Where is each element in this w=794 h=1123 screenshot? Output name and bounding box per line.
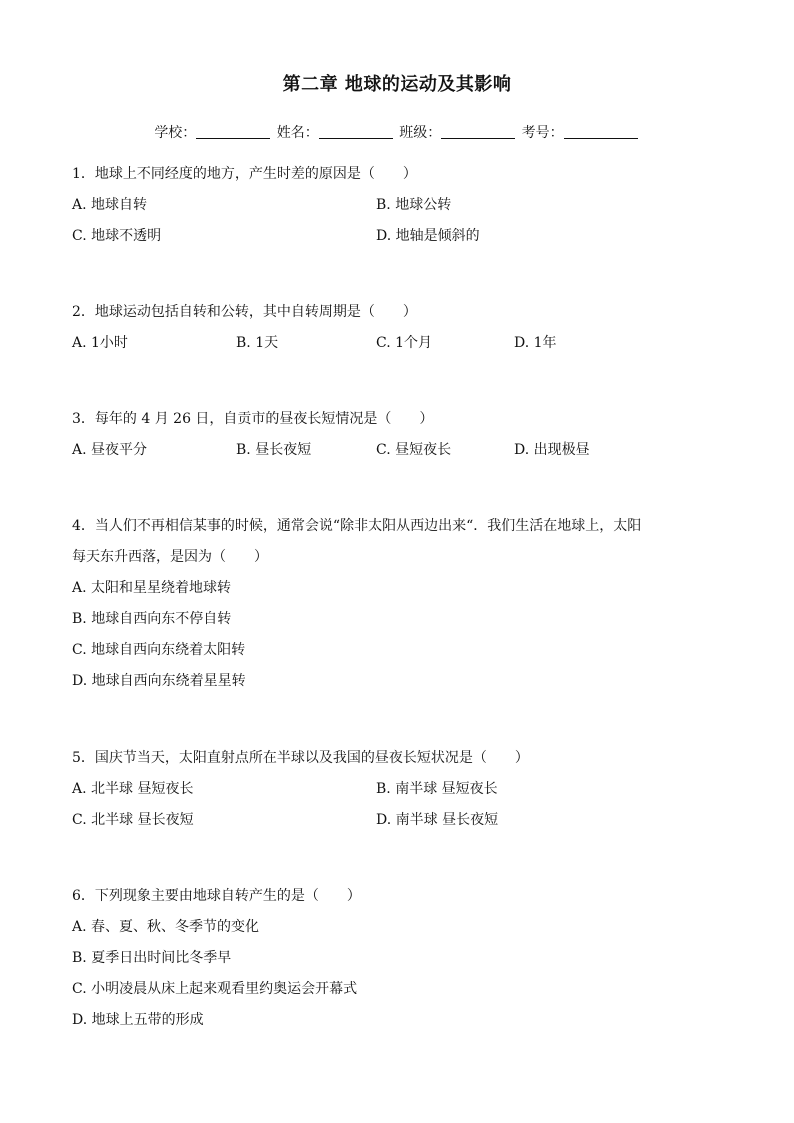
question-stem: 1．地球上不同经度的地方，产生时差的原因是（ ） [72,166,417,182]
option-b: B. 夏季日出时间比冬季早 [72,950,232,966]
option-d: D. 地球自西向东绕着星星转 [72,673,246,689]
question-stem-line-2: 每天东升西落，是因为（ ） [72,549,268,565]
options-row [72,774,732,805]
question-3 [72,404,732,466]
option-c: C. 小明凌晨从床上起来观看里约奥运会开幕式 [72,981,358,997]
exam-no-label: 考号： [521,125,564,141]
option-d: D. 地球上五带的形成 [72,1012,204,1028]
school-label: 学校： [154,125,197,141]
option-a: A. 春、夏、秋、冬季节的变化 [72,919,260,935]
class-label: 班级： [399,125,442,141]
question-4 [72,511,732,697]
name-blank[interactable] [319,124,393,139]
student-info-line [0,122,794,142]
option-d: D. 地轴是倾斜的 [376,228,480,244]
options-row [72,221,732,252]
option-b: B. 地球公转 [376,197,452,213]
school-blank[interactable] [196,124,270,139]
option-c: C. 北半球 昼长夜短 [72,812,194,828]
option-c: C. 地球自西向东绕着太阳转 [72,642,246,658]
question-stem-line-1: 4．当人们不再相信某事的时候，通常会说“除非太阳从西边出来“．我们生活在地球上，太阳 [72,518,642,534]
option-d: D. 南半球 昼长夜短 [376,812,499,828]
exam-no-blank[interactable] [564,124,638,139]
question-6 [72,881,732,1036]
option-b: B. 1天 [236,335,279,351]
question-1 [72,159,732,252]
question-stem: 5．国庆节当天，太阳直射点所在半球以及我国的昼夜长短状况是（ ） [72,750,529,766]
question-stem: 2．地球运动包括自转和公转，其中自转周期是（ ） [72,304,417,320]
option-a: A. 地球自转 [72,197,148,213]
options-row [72,190,732,221]
options-row [72,435,732,466]
option-a: A. 北半球 昼短夜长 [72,781,194,797]
option-c: C. 1个月 [376,335,433,351]
class-blank[interactable] [441,124,515,139]
option-b: B. 地球自西向东不停自转 [72,611,232,627]
option-b: B. 昼长夜短 [236,442,312,458]
option-a: A. 太阳和星星绕着地球转 [72,580,232,596]
question-stem: 3．每年的 4 月 26 日，自贡市的昼夜长短情况是（ ） [72,411,434,427]
option-b: B. 南半球 昼短夜长 [376,781,498,797]
question-5 [72,743,732,836]
option-d: D. 出现极昼 [514,442,590,458]
options-row [72,805,732,836]
option-c: C. 地球不透明 [72,228,162,244]
option-d: D. 1年 [514,335,557,351]
options-row [72,328,732,359]
option-c: C. 昼短夜长 [376,442,452,458]
name-label: 姓名： [276,125,319,141]
page-title: 第二章 地球的运动及其影响 [282,74,512,95]
question-stem: 6．下列现象主要由地球自转产生的是（ ） [72,888,361,904]
option-a: A. 昼夜平分 [72,442,148,458]
option-a: A. 1小时 [72,335,128,351]
question-2 [72,297,732,359]
